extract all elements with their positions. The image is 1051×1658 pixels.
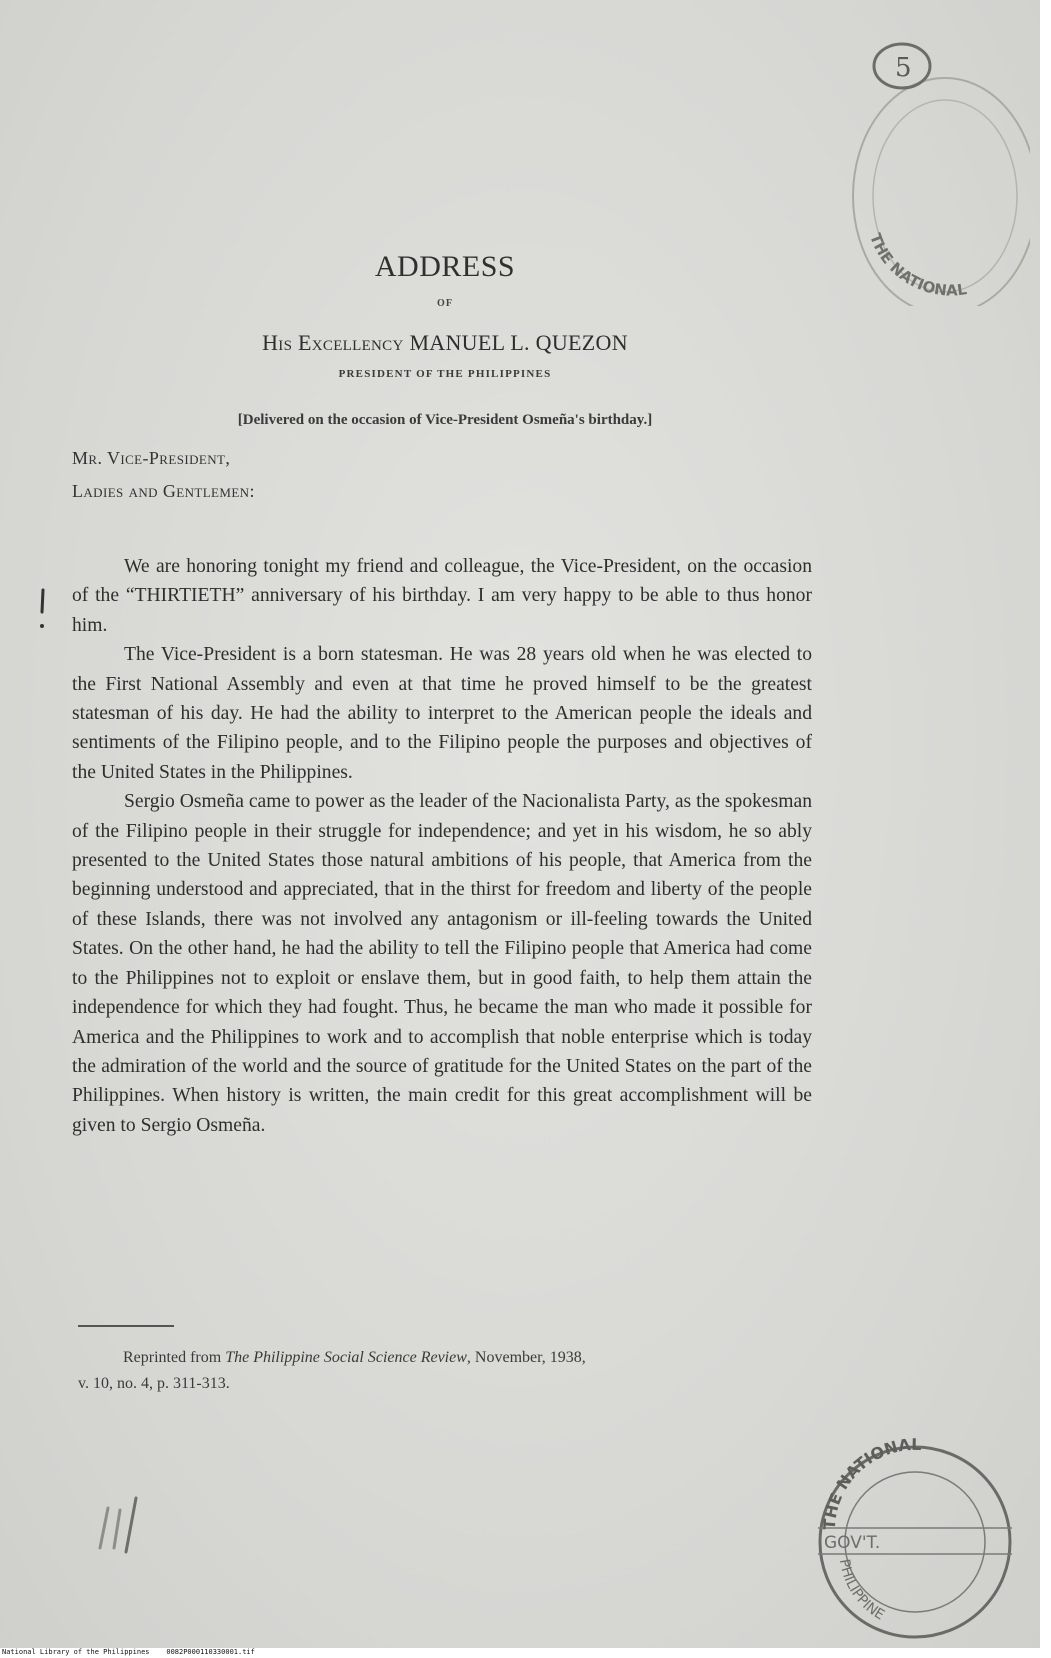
speaker-role: PRESIDENT OF THE PHILIPPINES	[338, 368, 552, 380]
reprint-footnote	[78, 1345, 818, 1397]
speaker-name: MANUEL L. QUEZON	[409, 330, 628, 355]
margin-mark	[36, 588, 50, 638]
reprint-prefix: Reprinted from	[123, 1349, 222, 1366]
reprint-date: , November, 1938,	[466, 1349, 586, 1366]
stamp-bottom-top-text: THE NATIONAL	[819, 1434, 922, 1531]
paragraph-2: The Vice-President is a born statesman. He was 28 years old when he was elected to the First National Assembly and even at that time he proved himself to be the greatest statesman of his day. He had the ability to interpret to the American people the ideals and sentiments of the Filipino people, and to the Filipino people the purposes and objectives of the United States in the Philippines.	[72, 644, 812, 783]
document-title: ADDRESS	[374, 250, 516, 283]
handwritten-mark	[86, 1490, 156, 1560]
reprint-line-1	[78, 1345, 818, 1371]
speaker-line	[0, 330, 890, 356]
salutation-ladies-gentlemen: Ladies and Gentlemen:	[72, 481, 255, 501]
stamp-bottom-middle-text: GOV'T.	[824, 1533, 881, 1553]
reprint-journal: The Philippine Social Science Review	[225, 1349, 467, 1366]
occasion-note: [Delivered on the occasion of Vice-President Osmeña's birthday.]	[237, 412, 653, 428]
paragraph-3: Sergio Osmeña came to power as the leader of the Nacionalista Party, as the spokesman of the Filipino people in their struggle for independence; and yet in his wisdom, he so ably presented to the United States those natural ambitions of his people, that America from the beginning understood and appreciated, that in the thirst for freedom and liberty of the people of these Islands, there was not involved any antagonism or ill-feeling towards the United States. On the other hand, he had the ability to tell the Filipino people that America had come to the Philippines not to exploit or enslave them, but in good faith, to help them attain the independence for which they had fought. Thus, he became the man who made it possible for America and the Philippines to work and to accomplish that noble enterprise which is today the admiration of the world and the source of gratitude for the United States on the part of the Philippines. When history is written, the main credit for this great accomplishment will be given to Sergio Osmeña.	[72, 791, 812, 1136]
scan-footer-text: National Library of the Philippines 0082P000110330001.tif	[2, 1648, 255, 1656]
title-of: OF	[437, 298, 453, 309]
reprint-citation: v. 10, no. 4, p. 311-313.	[78, 1375, 230, 1392]
stamp-top-number: 5	[895, 53, 912, 83]
library-stamp-top	[840, 36, 1030, 306]
speaker-prefix: His Excellency	[262, 330, 404, 355]
salutation-vice-president: Mr. Vice-President,	[72, 448, 231, 468]
address-body	[72, 552, 812, 1140]
stamp-top-text: THE NATIONAL	[866, 230, 968, 300]
paragraph-1: We are honoring tonight my friend and colleague, the Vice-President, on the occasion of the “THIRTIETH” anniversary of his birthday. I am very happy to be able to thus honor him.	[72, 556, 812, 636]
footnote-rule	[78, 1325, 174, 1327]
stamp-bottom-lower-text: PHILIPPINE	[835, 1557, 888, 1624]
library-stamp-bottom	[800, 1430, 1030, 1645]
